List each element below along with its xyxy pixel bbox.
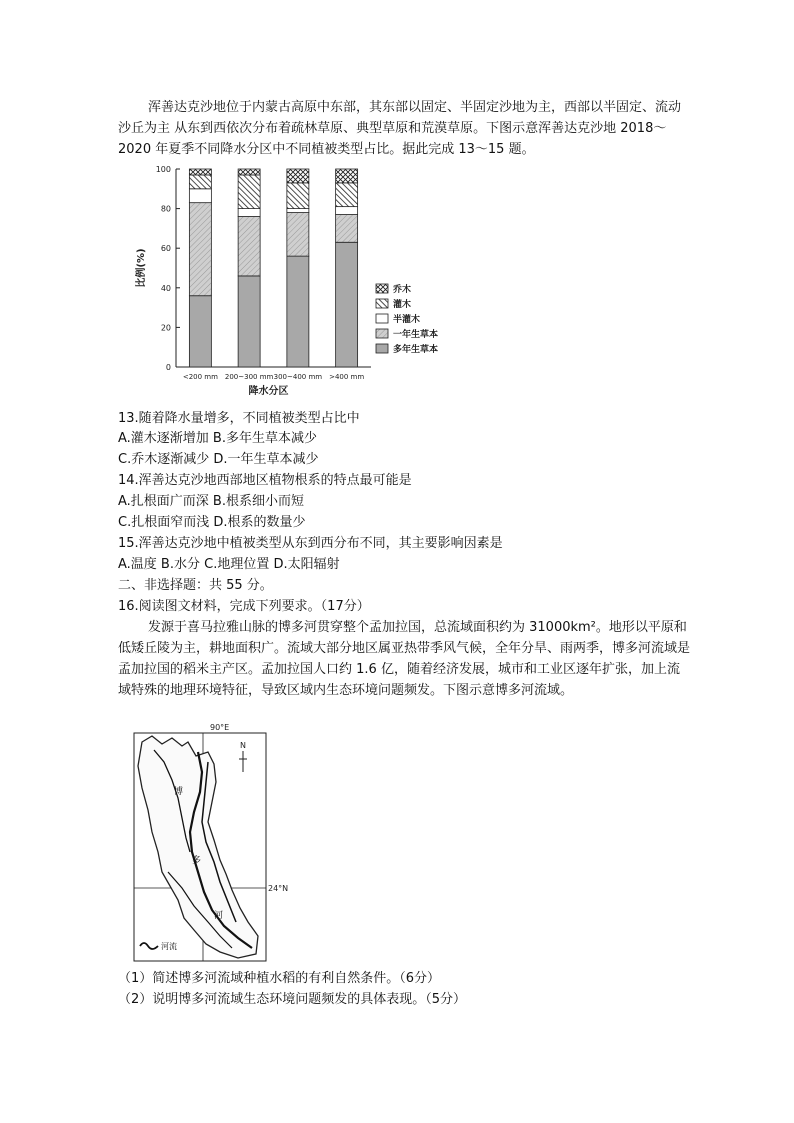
y-axis-label: 比例(%) (136, 248, 147, 288)
bar-segment (336, 207, 358, 215)
bar-segment (238, 169, 260, 175)
bar-segment (189, 296, 211, 367)
bar-segment (336, 169, 358, 183)
legend-label: 灌木 (393, 300, 412, 310)
q15-stem: 15.浑善达克沙地中植被类型从东到西分布不同，其主要影响因素是 (118, 536, 503, 551)
y-tick-label: 0 (165, 363, 171, 372)
legend-swatch (376, 284, 388, 293)
legend-swatch (376, 329, 388, 338)
legend-swatch (376, 314, 388, 323)
y-tick-label: 80 (160, 204, 171, 214)
latitude-label: 24°N (268, 884, 289, 893)
legend-label: 多年生草本 (393, 345, 439, 355)
y-tick-label: 40 (160, 283, 171, 293)
y-tick-label: 60 (160, 244, 171, 254)
y-tick-label: 100 (155, 165, 171, 174)
q14-options-2: C.扎根面窄而浅 D.根系的数量少 (118, 515, 306, 530)
svg-text:河流: 河流 (161, 942, 177, 951)
svg-text:N: N (240, 741, 246, 750)
bar-segment (189, 189, 211, 203)
bar-segment (336, 215, 358, 243)
legend-label: 乔木 (393, 285, 412, 295)
x-axis-label: 降水分区 (248, 386, 289, 397)
x-tick-label: <200 mm (182, 373, 218, 381)
legend-label: 半灌木 (393, 315, 421, 325)
bar-segment (238, 175, 260, 209)
x-tick-label: 200~300 mm (224, 373, 274, 381)
sub-question-1: （1）简述博多河流域种植水稻的有利自然条件。（6分） (118, 971, 441, 986)
bar-segment (189, 175, 211, 189)
bar-segment (287, 213, 309, 257)
q13-options-1: A.灌木逐渐增加 B.多年生草本减少 (118, 431, 317, 446)
legend-swatch (376, 299, 388, 308)
q14-stem: 14.浑善达克沙地西部地区植物根系的特点最可能是 (118, 473, 412, 488)
bar-segment (189, 203, 211, 296)
river-basin-map (128, 722, 289, 967)
q13-stem: 13.随着降水量增多，不同植被类型占比中 (118, 411, 360, 426)
intro-paragraph: 浑善达克沙地位于内蒙古高原中东部，其东部以固定、半固定沙地为主，西部以半固定、流动沙丘为主 从东到西依次分布着疏林草原、典型草原和荒漠草原。下图示意浑善达克沙地 2018～2020 年夏季不同降水分区中不同植被类型占比。据此完成 13～15 题。 (118, 100, 682, 157)
legend-label: 一年生草本 (393, 330, 439, 340)
y-tick-label: 20 (160, 323, 171, 333)
x-tick-label: >400 mm (329, 373, 365, 381)
vegetation-chart (128, 162, 458, 402)
longitude-label: 90°E (210, 723, 230, 732)
bar-segment (336, 183, 358, 207)
river-char-3: 河 (214, 911, 224, 921)
river-char-2: 多 (192, 856, 202, 866)
bar-segment (287, 183, 309, 209)
bar-segment (287, 209, 309, 213)
q14-options-1: A.扎根面广而深 B.根系细小而短 (118, 494, 304, 509)
q16-title: 16.阅读图文材料，完成下列要求。（17分） (118, 599, 370, 614)
bar-segment (336, 242, 358, 367)
bar-segment (189, 169, 211, 175)
bar-segment (287, 169, 309, 183)
q15-options: A.温度 B.水分 C.地理位置 D.太阳辐射 (118, 557, 340, 572)
bar-segment (238, 217, 260, 276)
section-two-heading: 二、非选择题：共 55 分。 (118, 578, 273, 593)
bar-segment (238, 209, 260, 217)
q16-material: 发源于喜马拉雅山脉的博多河贯穿整个孟加拉国，总流域面积约为 31000km²。地形以平原和低矮丘陵为主，耕地面积广。流域大部分地区属亚热带季风气候，全年分旱、雨两季，博多河流域是孟加拉国的稻米主产区。孟加拉国人口约 1.6 亿，随着经济发展，城市和工业区逐年扩张，加上流域特殊的地理环境特征，导致区域内生态环境问题频发。下图示意博多河流域。 (118, 620, 691, 698)
sub-question-2: （2）说明博多河流域生态环境问题频发的具体表现。（5分） (118, 992, 467, 1007)
river-char-1: 博 (174, 787, 184, 797)
x-tick-label: 300~400 mm (273, 373, 323, 381)
legend-swatch (376, 344, 388, 353)
bar-segment (238, 276, 260, 367)
q13-options-2: C.乔木逐渐减少 D.一年生草本减少 (118, 452, 319, 467)
bar-segment (287, 256, 309, 367)
